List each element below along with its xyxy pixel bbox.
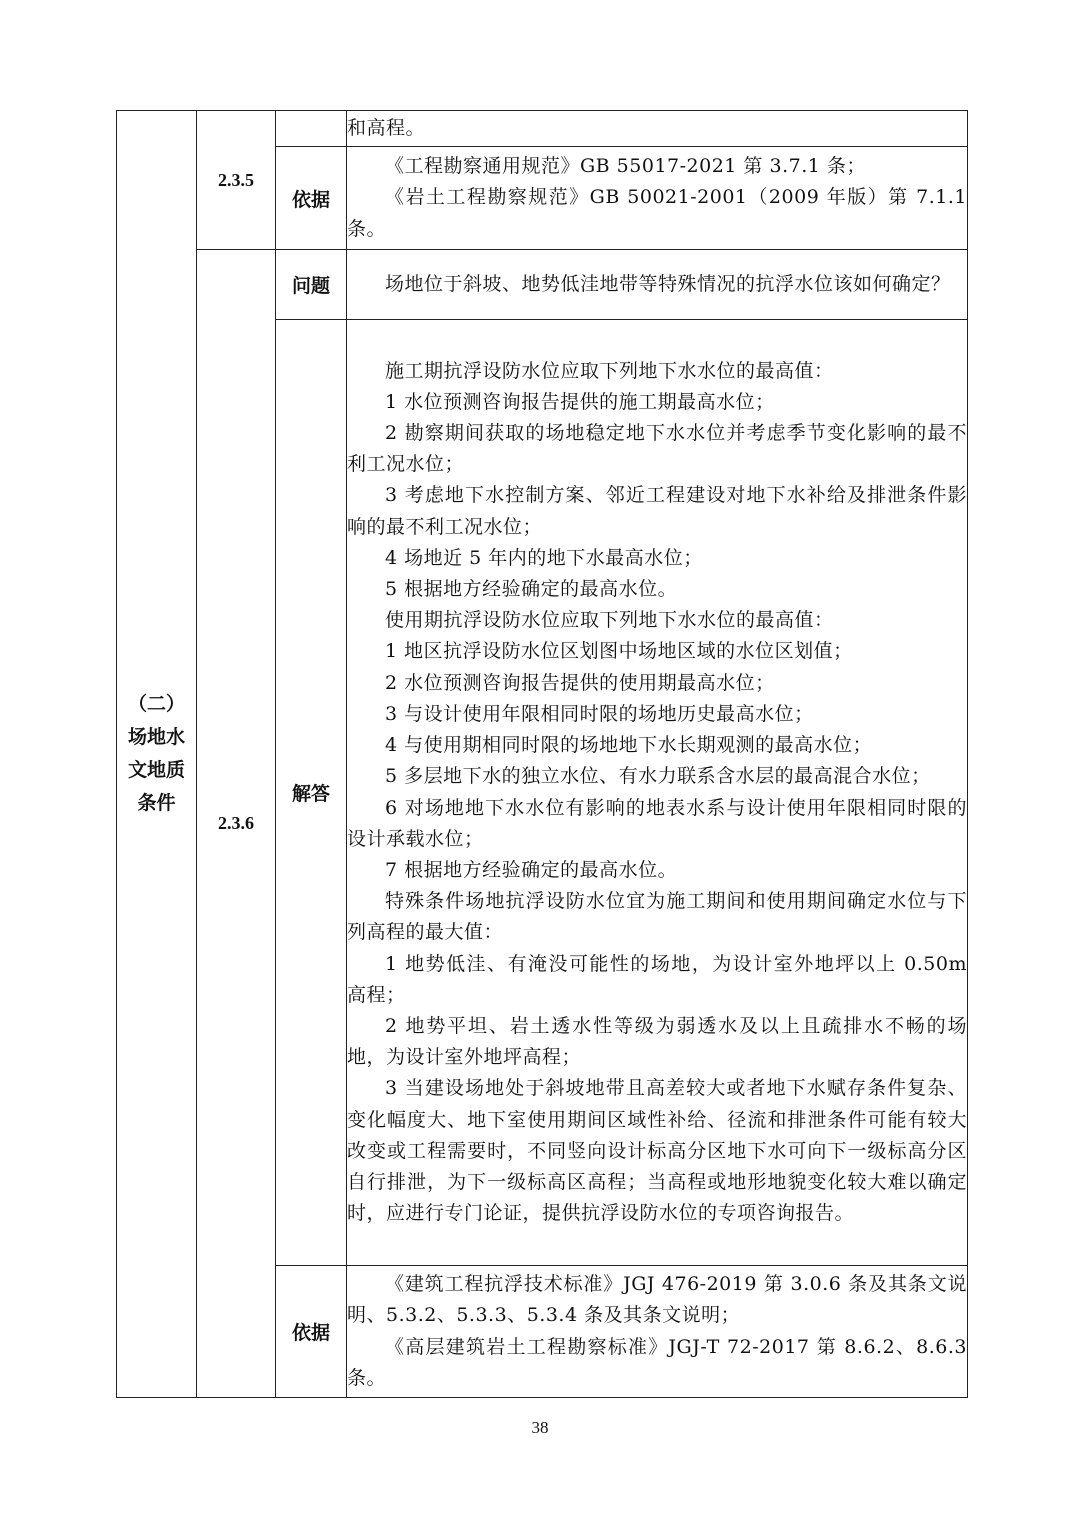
answer-line: 6 对场地地下水水位有影响的地表水系与设计使用年限相同时限的设计承载水位； <box>347 796 967 850</box>
continued-text: 和高程。 <box>347 116 426 139</box>
page-number: 38 <box>531 1418 549 1437</box>
question-cell <box>347 250 968 320</box>
answer-line: 5 根据地方经验确定的最高水位。 <box>385 578 678 601</box>
item-code: 2.3.5 <box>218 169 254 190</box>
answer-line: 4 场地近 5 年内的地下水最高水位； <box>385 546 703 569</box>
answer-label: 解答 <box>291 783 330 805</box>
basis-line: 《岩土工程勘察规范》GB 50021-2001（2009 年版）第 7.1.1 条。 <box>347 186 967 240</box>
answer-line: 1 地区抗浮设防水位区划图中场地区域的水位区划值； <box>385 640 853 663</box>
question-label: 问题 <box>291 275 330 297</box>
answer-line: 5 多层地下水的独立水位、有水力联系含水层的最高混合水位； <box>385 765 931 788</box>
answer-line: 施工期抗浮设防水位应取下列地下水水位的最高值： <box>385 359 834 382</box>
answer-line: 特殊条件场地抗浮设防水位宜为施工期间和使用期间确定水位与下列高程的最大值： <box>347 890 967 944</box>
answer-line: 4 与使用期相同时限的场地地下水长期观测的最高水位； <box>385 734 873 757</box>
answer-line: 2 地势平坦、岩土透水性等级为弱透水及以上且疏排水不畅的场地，为设计室外地坪高程； <box>347 1014 967 1069</box>
basis-line: 《工程勘察通用规范》GB 55017-2021 第 3.7.1 条； <box>385 155 866 178</box>
item-code-cell <box>197 250 276 1398</box>
answer-line: 1 地势低洼、有淹没可能性的场地，为设计室外地坪以上 0.50m 高程； <box>347 952 967 1006</box>
basis-cell <box>347 147 968 250</box>
question-label-cell <box>276 250 347 320</box>
basis-line: 《高层建筑岩土工程勘察标准》JGJ-T 72-2017 第 8.6.2、8.6.3 条。 <box>347 1335 967 1389</box>
answer-line: 3 与设计使用年限相同时限的场地历史最高水位； <box>385 702 814 725</box>
category-cell <box>117 111 197 1398</box>
answer-line: 3 考虑地下水控制方案、邻近工程建设对地下水补给及排泄条件影响的最不利工况水位； <box>347 484 967 538</box>
basis-label: 依据 <box>291 188 330 211</box>
basis-label-cell <box>276 147 347 250</box>
table-row <box>117 250 968 320</box>
table-row <box>117 111 968 147</box>
basis-cell <box>347 1266 968 1398</box>
continued-text-cell <box>347 111 968 147</box>
answer-line: 1 水位预测咨询报告提供的施工期最高水位； <box>385 390 775 413</box>
answer-line: 3 当建设场地处于斜坡地带且高差较大或者地下水赋存条件复杂、变化幅度大、地下室使用期间区域性补给、径流和排泄条件可能有较大改变或工程需要时，不同竖向设计标高分区地下水可向下一级标高分区自行排泄，为下一级标高区高程；当高程或地形地貌变化较大难以确定时，应进行专门论证，提供抗浮设防水位的专项咨询报告。 <box>347 1077 967 1225</box>
item-code: 2.3.6 <box>218 813 254 833</box>
basis-line: 《建筑工程抗浮技术标准》JGJ 476-2019 第 3.0.6 条及其条文说明、5.3.2、5.3.3、5.3.4 条及其条文说明； <box>347 1273 967 1327</box>
answer-line: 使用期抗浮设防水位应取下列地下水水位的最高值： <box>385 609 834 632</box>
answer-line: 2 勘察期间获取的场地稳定地下水水位并考虑季节变化影响的最不利工况水位； <box>347 422 967 476</box>
answer-line: 7 根据地方经验确定的最高水位。 <box>385 858 678 881</box>
category-label: （二）场地水文地质条件 <box>127 693 185 814</box>
basis-label: 依据 <box>291 1322 330 1344</box>
empty-label-cell <box>276 111 347 147</box>
answer-label-cell <box>276 320 347 1266</box>
question-text: 场地位于斜坡、地势低洼地带等特殊情况的抗浮水位该如何确定？ <box>385 272 951 295</box>
answer-cell <box>347 320 968 1266</box>
answer-line: 2 水位预测咨询报告提供的使用期最高水位； <box>385 671 775 694</box>
qa-table <box>116 110 968 1398</box>
item-code-cell <box>197 111 276 250</box>
basis-label-cell <box>276 1266 347 1398</box>
